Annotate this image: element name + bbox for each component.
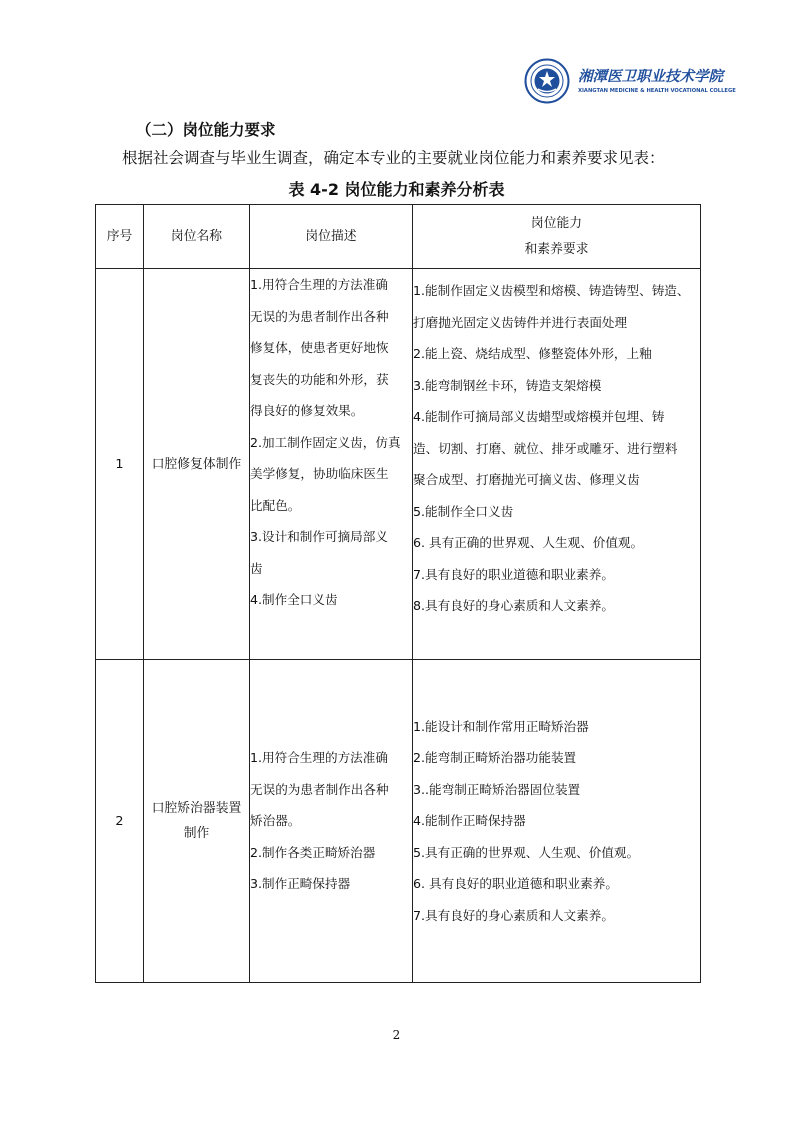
page-number: 2 xyxy=(392,1028,401,1042)
description-line: 得良好的修复效果。 xyxy=(250,403,364,418)
table-row xyxy=(96,269,701,660)
ability-line: 2.能上瓷、烧结成型、修整瓷体外形，上釉 xyxy=(413,346,652,361)
ability-line: 3.能弯制钢丝卡环，铸造支架熔模 xyxy=(413,377,602,393)
description-line: 齿 xyxy=(250,560,263,576)
ability-line: 5.具有正确的世界观、人生观、价值观。 xyxy=(413,844,640,860)
ability-line: 7.具有良好的身心素质和人文素养。 xyxy=(413,907,614,923)
ability-line: 1.能制作固定义齿模型和熔模、铸造铸型、铸造、 xyxy=(413,283,690,298)
description-line: 1.用符合生理的方法准确 xyxy=(250,750,388,766)
ability-line: 4.能制作可摘局部义齿蜡型或熔模并包埋、铸 xyxy=(413,409,665,424)
row-name-line1: 口腔矫治器装置 xyxy=(151,801,242,816)
header-no: 序号 xyxy=(96,205,144,269)
ability-line: 6. 具有正确的世界观、人生观、价值观。 xyxy=(413,535,644,550)
header-description: 岗位描述 xyxy=(250,205,413,269)
table-header-row xyxy=(96,205,701,269)
row-description xyxy=(250,269,413,660)
ability-analysis-table xyxy=(95,204,701,983)
ability-line: 造、切割、打磨、就位、排牙或雕牙、进行塑料 xyxy=(413,440,678,456)
description-line: 2.制作各类正畸矫治器 xyxy=(250,844,376,860)
header-ability xyxy=(413,205,701,269)
table-title: 表 4-2 岗位能力和素养分析表 xyxy=(288,180,505,199)
row-name-line2: 制作 xyxy=(183,826,210,841)
college-emblem-icon xyxy=(524,58,570,104)
section-title: （二）岗位能力要求 xyxy=(136,121,276,139)
ability-line: 6. 具有良好的职业道德和职业素养。 xyxy=(413,876,618,892)
header-ability-line1: 岗位能力 xyxy=(530,215,583,231)
ability-line: 8.具有良好的身心素质和人文素养。 xyxy=(413,598,614,613)
description-line: 复丧失的功能和外形，获 xyxy=(250,371,389,387)
description-line: 3.设计和制作可摘局部义 xyxy=(250,529,388,544)
description-line: 无误的为患者制作出各种 xyxy=(250,781,389,797)
ability-line: 3..能弯制正畸矫治器固位装置 xyxy=(413,781,581,797)
description-line: 3.制作正畸保持器 xyxy=(250,876,351,892)
college-logo xyxy=(524,58,736,110)
description-line: 4.制作全口义齿 xyxy=(250,592,338,607)
logo-english-name: XIANGTAN MEDICINE & HEALTH VOCATIONAL COLLEGE xyxy=(578,88,736,94)
row-name: 口腔修复体制作 xyxy=(144,269,250,660)
ability-line: 2.能弯制正畸矫治器功能装置 xyxy=(413,750,577,766)
row-abilities xyxy=(413,660,701,983)
ability-line: 打磨抛光固定义齿铸件并进行表面处理 xyxy=(413,314,628,330)
intro-paragraph: 根据社会调查与毕业生调查，确定本专业的主要就业岗位能力和素养要求见表： xyxy=(122,149,665,167)
description-line: 2.加工制作固定义齿，仿真 xyxy=(250,434,401,450)
description-line: 修复体，使患者更好地恢 xyxy=(250,340,389,355)
header-name: 岗位名称 xyxy=(144,205,250,269)
row-abilities xyxy=(413,269,701,660)
ability-line: 4.能制作正畸保持器 xyxy=(413,813,526,829)
row-description xyxy=(250,660,413,983)
description-line: 美学修复，协助临床医生 xyxy=(250,466,389,481)
ability-line: 7.具有良好的职业道德和职业素养。 xyxy=(413,566,614,582)
description-line: 无误的为患者制作出各种 xyxy=(250,308,389,324)
table-row xyxy=(96,660,701,983)
ability-line: 5.能制作全口义齿 xyxy=(413,503,514,519)
header-ability-line2: 和素养要求 xyxy=(524,241,589,257)
row-no: 2 xyxy=(96,660,144,983)
description-line: 比配色。 xyxy=(250,497,301,513)
description-line: 1.用符合生理的方法准确 xyxy=(250,277,388,292)
ability-line: 聚合成型、打磨抛光可摘义齿、修理义齿 xyxy=(413,472,640,487)
row-name xyxy=(144,660,250,983)
ability-line: 1.能设计和制作常用正畸矫治器 xyxy=(413,718,589,734)
description-line: 矫治器。 xyxy=(250,813,301,829)
logo-chinese-name: 湘潭医卫职业技术学院 xyxy=(578,68,723,85)
row-no: 1 xyxy=(96,269,144,660)
